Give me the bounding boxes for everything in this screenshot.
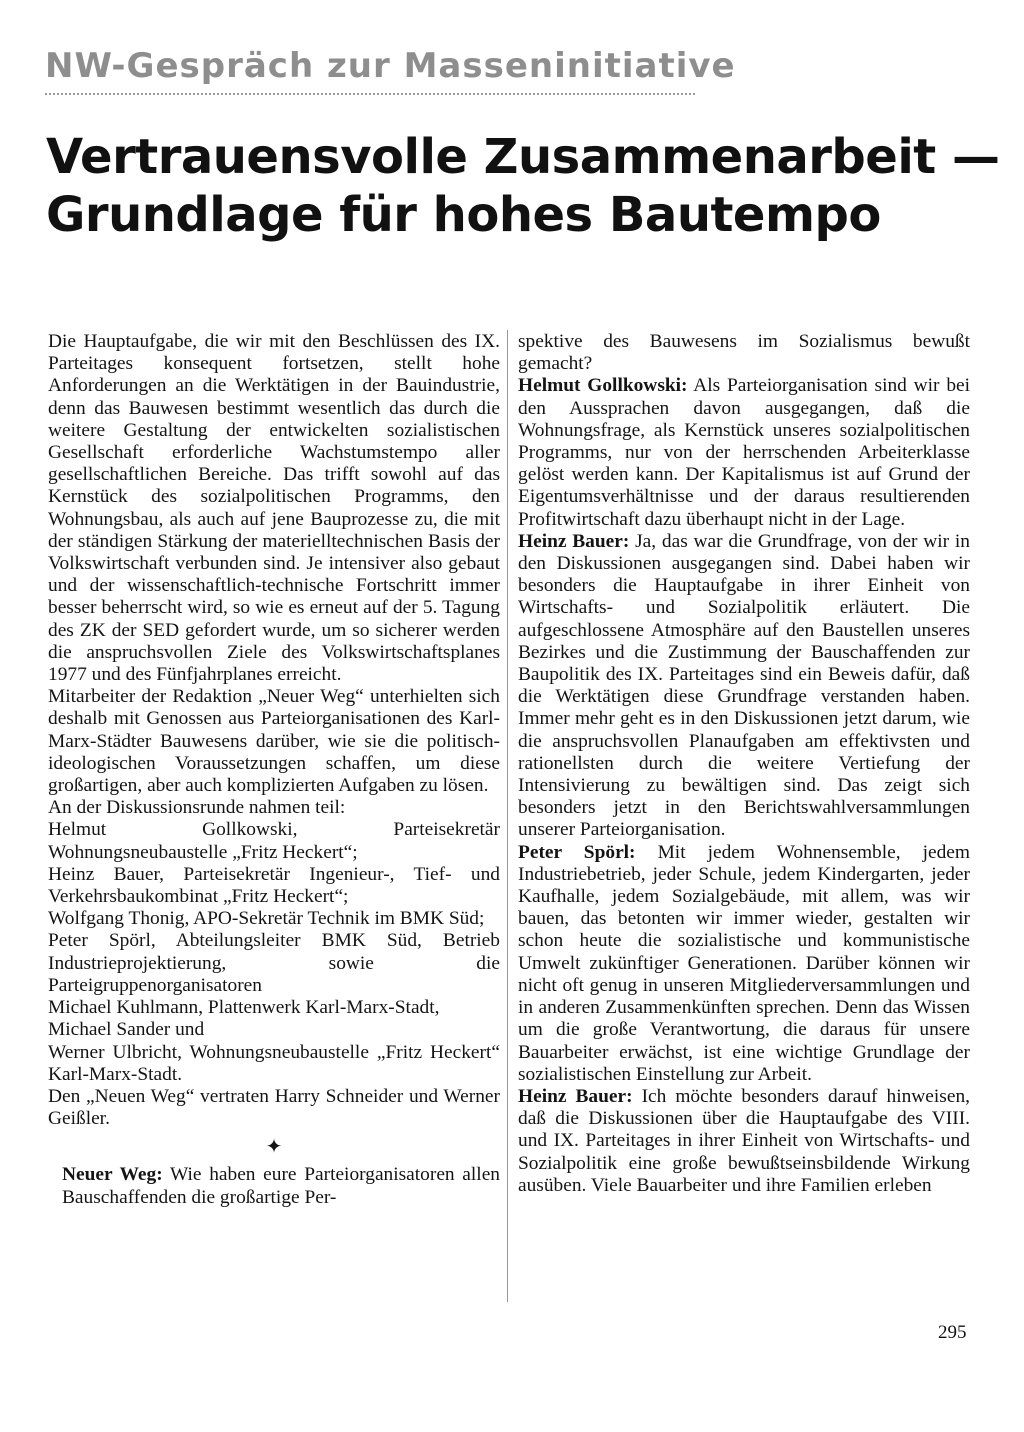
speaker-spoerl: Peter Spörl: bbox=[518, 841, 636, 863]
section-divider-icon: ✦ bbox=[265, 1136, 283, 1159]
right-column bbox=[518, 331, 970, 1197]
answer-gollkowski bbox=[518, 375, 970, 530]
headline-line-2: Grundlage für hohes Bautempo bbox=[46, 187, 881, 243]
speaker-bauer: Heinz Bauer: bbox=[518, 530, 630, 552]
answer-spoerl bbox=[518, 842, 970, 1086]
participants-intro: An der Diskussionsrunde nahmen teil: bbox=[48, 797, 346, 819]
headline bbox=[46, 128, 1000, 244]
speaker-neuer-weg: Neuer Weg: bbox=[62, 1164, 163, 1186]
answer-bauer-1 bbox=[518, 531, 970, 842]
page-number: 295 bbox=[938, 1322, 967, 1343]
editors-paragraph: Mitarbeiter der Redaktion „Neuer Weg“ unterhielten sich deshalb mit Genossen aus Parteiorganisationen des Karl-Marx-Städter Bauwesens darüber, wie sie die politisch-ideologischen Voraussetzungen schaffen, um diese großartigen, aber auch komplizierten Aufgaben zu lösen. bbox=[48, 686, 500, 797]
headline-line-1: Vertrauensvolle Zusammenarbeit — bbox=[46, 129, 1000, 185]
left-column bbox=[48, 331, 500, 1209]
participant-6: Michael Sander und bbox=[48, 1019, 205, 1041]
column-divider bbox=[507, 330, 508, 1302]
speaker-gollkowski: Helmut Gollkowski: bbox=[518, 375, 688, 397]
participant-3: Wolfgang Thonig, APO-Sekretär Technik im BMK Süd; bbox=[48, 908, 485, 930]
participant-4: Peter Spörl, Abteilungsleiter BMK Süd, Betrieb Industrieprojektierung, sowie die Parteigruppenorganisatoren bbox=[48, 930, 500, 996]
question-continuation: spektive des Bauwesens im Sozialismus bewußt gemacht? bbox=[518, 331, 970, 375]
participant-2: Heinz Bauer, Parteisekretär Ingenieur-, Tief- und Verkehrsbaukombinat „Fritz Heckert“; bbox=[48, 863, 500, 908]
answer-text: Ja, das war die Grundfrage, von der wir in den Diskussionen ausgegangen sind. Dabei haben wir besonders die Hauptaufgabe in ihrer Einheit von Wirtschafts- und Sozialpolitik erläutert. Die aufgeschlossene Atmosphäre auf den Baustellen unseres Bezirkes und die Zustimmung der Bauschaffenden zur Baupolitik des IX. Parteitages sind ein Beweis dafür, daß die Werktätigen diese Grundfrage verstanden haben. Immer mehr geht es in den Diskussionen jetzt darum, wie die anspruchsvollen Planaufgaben am effektivsten und rationellsten durch die weitere Vertiefung der Intensivierung zu bewältigen sind. Das zeigt sich besonders jetzt in den Berichtswahlversammlungen unserer Parteiorganisation. bbox=[518, 530, 970, 841]
answer-text: Mit jedem Wohnensemble, jedem Industriebetrieb, jeder Schule, jedem Kindergarten, jeder Kaufhalle, jedem Sozialgebäude, mit allem, was wir bauen, das betonten wir immer wieder, gestalten wir schon heute die sozialistische und kommunistische Umwelt zukünftiger Generationen. Darüber können wir nicht oft genug in unseren Mitgliederversammlungen und in anderen Zusammenkünften sprechen. Denn das Wissen um die große Verantwortung, die daraus für unsere Bauarbeiter erwächst, ist eine wichtige Grundlage der sozialistischen Einstellung zur Arbeit. bbox=[518, 841, 970, 1085]
kicker-title: NW-Gespräch zur Masseninitiative bbox=[45, 46, 736, 86]
question-text: Wie haben eure Parteiorganisatoren allen Bauschaffenden die großartige Per- bbox=[62, 1164, 500, 1208]
answer-text: Als Parteiorganisation sind wir bei den Aussprachen davon ausgegangen, daß die Wohnungsfrage, als Kernstück unseres sozialpolitischen Programms, nur von der herrschenden Arbeiterklasse gelöst werden kann. Der Kapitalismus ist auf Grund der Eigentumsverhältnisse und der daraus resultierenden Profitwirtschaft dazu überhaupt nicht in der Lage. bbox=[518, 375, 971, 530]
intro-paragraph: Die Hauptaufgabe, die wir mit den Beschlüssen des IX. Parteitages konsequent fortsetzen, stellt hohe Anforderungen an die Werktätigen in der Bauindustrie, denn das Bauwesen bestimmt wesentlich das durch die weitere Gestaltung der entwickelten sozialistischen Gesellschaft erforderliche Wachstumstempo aller gesellschaftlichen Bereiche. Das trifft sowohl auf das Kernstück des sozialpolitischen Programms, den Wohnungsbau, als auch auf jene Bauprozesse zu, die mit der ständigen Stärkung der materielltechnischen Basis der Volkswirtschaft verbunden sind. Je intensiver also gebaut und der wissenschaftlich-technische Fortschritt immer besser beherrscht wird, so wie es erneut auf der 5. Tagung des ZK der SED gefordert wurde, um so sicherer werden die anspruchsvollen Ziele des Volkswirtschaftsplanes 1977 und des Fünfjahrplanes erreicht. bbox=[48, 331, 500, 686]
participant-7: Werner Ulbricht, Wohnungsneubaustelle „Fritz Heckert“ Karl-Marx-Stadt. bbox=[48, 1041, 500, 1085]
kicker-rule bbox=[45, 93, 695, 95]
speaker-bauer: Heinz Bauer: bbox=[518, 1085, 633, 1107]
participant-5: Michael Kuhlmann, Plattenwerk Karl-Marx-Stadt, bbox=[48, 997, 440, 1019]
representatives-paragraph: Den „Neuen Weg“ vertraten Harry Schneider und Werner Geißler. bbox=[48, 1085, 500, 1130]
answer-text: Ich möchte besonders darauf hinweisen, daß die Diskussionen über die Hauptaufgabe des VIII. und IX. Parteitages in ihrer Einheit von Wirtschafts- und Sozialpolitik eine große bewußtseinsbildende Wirkung ausüben. Viele Bauarbeiter und ihre Familien erleben bbox=[518, 1085, 970, 1196]
answer-bauer-2 bbox=[518, 1086, 970, 1197]
participant-1: Helmut Gollkowski, Parteisekretär Wohnungsneubaustelle „Fritz Heckert“; bbox=[48, 819, 500, 863]
question-paragraph bbox=[48, 1164, 500, 1208]
